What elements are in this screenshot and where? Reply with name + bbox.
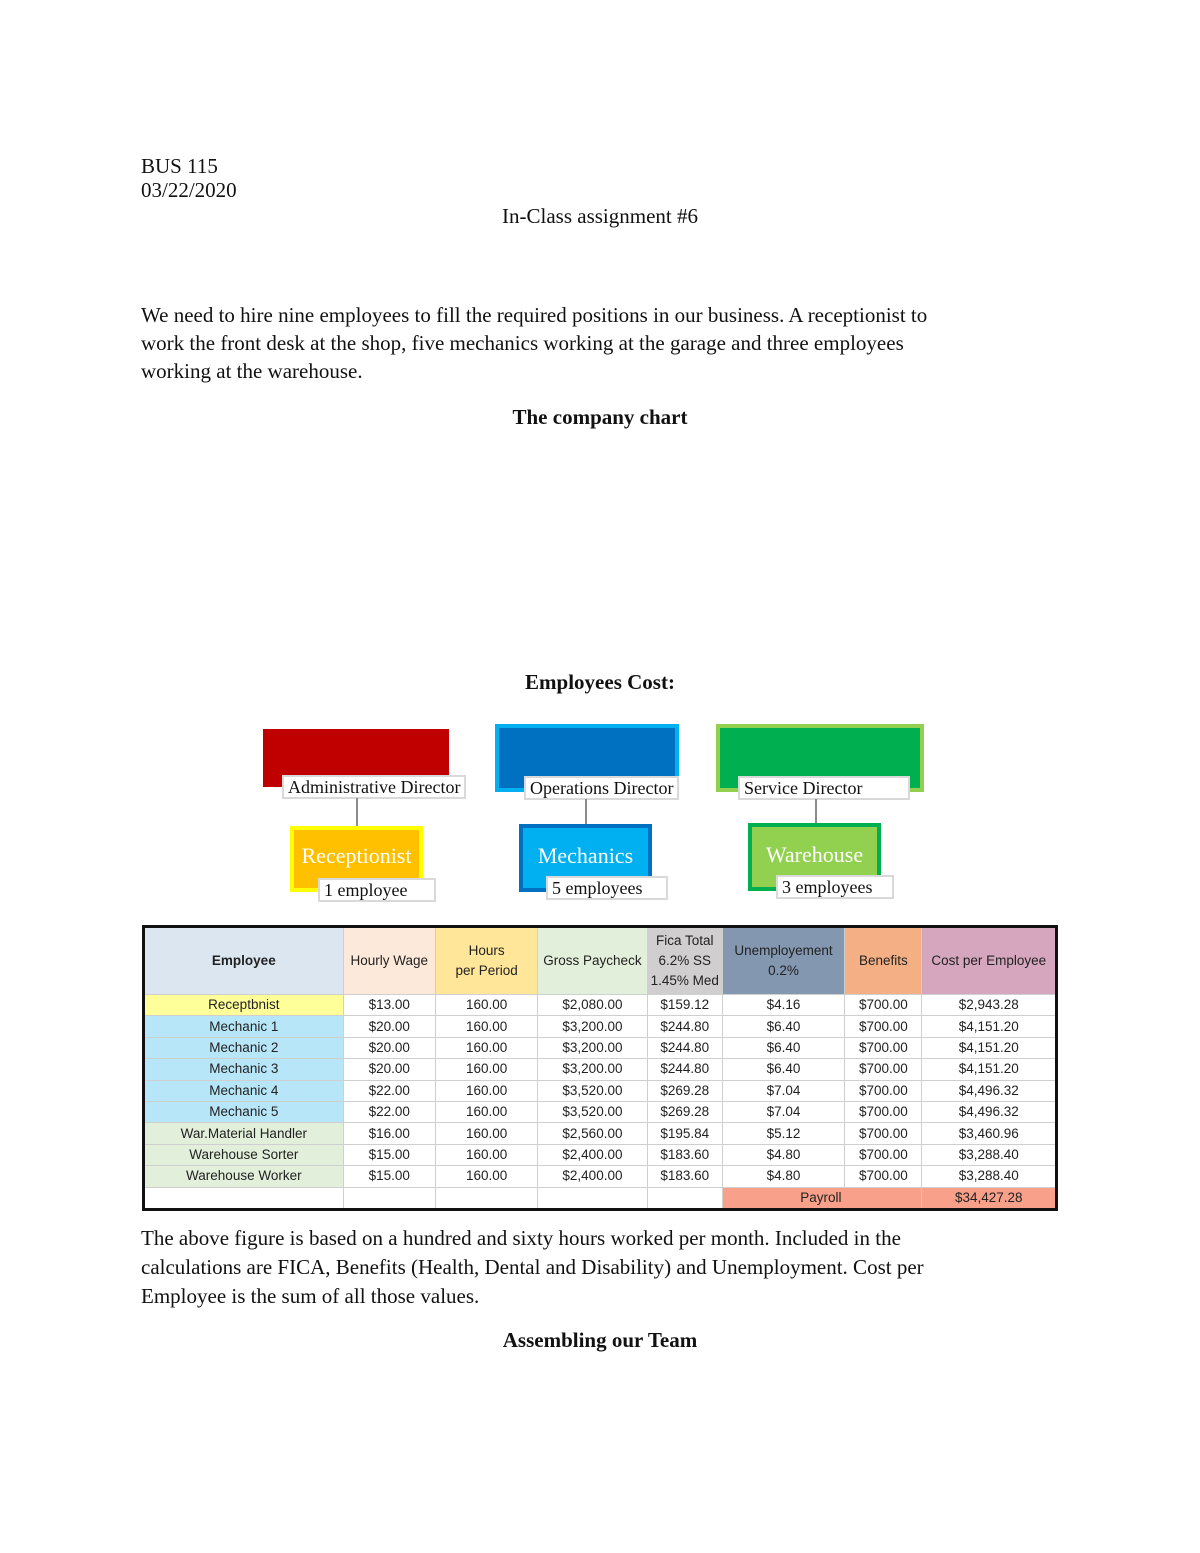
table-cell: $3,200.00 [538, 1059, 647, 1080]
column-header [435, 927, 537, 995]
table-cell: $700.00 [845, 1059, 922, 1080]
column-header-text: Cost per Employee [931, 953, 1047, 968]
table-cell: 160.00 [435, 1037, 537, 1058]
table-cell: $183.60 [647, 1166, 722, 1187]
table-cell: $195.84 [647, 1123, 722, 1144]
table-cell: 160.00 [435, 1080, 537, 1101]
table-cell: Mechanic 5 [144, 1101, 344, 1122]
column-header [922, 927, 1057, 995]
page-title: In-Class assignment #6 [502, 204, 698, 228]
connector-line [356, 798, 358, 826]
empty-cell [343, 1187, 435, 1209]
company-chart-heading: The company chart [512, 405, 688, 429]
team-name-receptionist: Receptionist [301, 843, 412, 868]
table-cell: $700.00 [845, 995, 922, 1016]
table-cell: Receptbnist [144, 995, 344, 1016]
table-cell: $3,200.00 [538, 1016, 647, 1037]
table-cell: $244.80 [647, 1037, 722, 1058]
table-row [144, 1016, 1057, 1037]
table-cell: $20.00 [343, 1059, 435, 1080]
table-cell: $22.00 [343, 1101, 435, 1122]
summary-line: The above figure is based on a hundred and sixty hours worked per month. Included in the [141, 1226, 901, 1250]
table-cell: $4,496.32 [922, 1101, 1057, 1122]
table-cell: $4.80 [722, 1166, 844, 1187]
table-cell: $700.00 [845, 1037, 922, 1058]
table-row [144, 1037, 1057, 1058]
table-cell: $15.00 [343, 1166, 435, 1187]
table-cell: Mechanic 3 [144, 1059, 344, 1080]
summary-line: Employee is the sum of all those values. [141, 1284, 480, 1308]
table-header-row [144, 927, 1057, 995]
table-row [144, 1144, 1057, 1165]
column-header [647, 927, 722, 995]
table-cell: $3,520.00 [538, 1101, 647, 1122]
column-header-text: Hours [468, 943, 505, 958]
team-name-warehouse: Warehouse [765, 842, 864, 867]
table-cell: $700.00 [845, 1166, 922, 1187]
table-cell: Warehouse Sorter [144, 1144, 344, 1165]
table-cell: $6.40 [722, 1059, 844, 1080]
table-cell: 160.00 [435, 1123, 537, 1144]
table-cell: $244.80 [647, 1016, 722, 1037]
table-cell: $269.28 [647, 1101, 722, 1122]
table-cell: $2,400.00 [538, 1166, 647, 1187]
table-cell: $700.00 [845, 1016, 922, 1037]
table-cell: $15.00 [343, 1144, 435, 1165]
table-cell: $20.00 [343, 1016, 435, 1037]
table-cell: $700.00 [845, 1101, 922, 1122]
payroll-row [144, 1187, 1057, 1209]
column-header-text: 6.2% SS [658, 953, 711, 968]
table-cell: $2,400.00 [538, 1144, 647, 1165]
table-cell: $3,288.40 [922, 1166, 1057, 1187]
table-cell: $183.60 [647, 1144, 722, 1165]
employee-cost-table [142, 925, 1058, 1211]
table-cell: $3,288.40 [922, 1144, 1057, 1165]
table-cell: 160.00 [435, 1166, 537, 1187]
table-cell: $4.80 [722, 1144, 844, 1165]
connector-line [585, 799, 587, 824]
table-row [144, 995, 1057, 1016]
table-cell: $7.04 [722, 1080, 844, 1101]
table-cell: 160.00 [435, 1144, 537, 1165]
table-cell: $4,151.20 [922, 1037, 1057, 1058]
table-cell: $269.28 [647, 1080, 722, 1101]
column-header [343, 927, 435, 995]
empty-cell [435, 1187, 537, 1209]
table-cell: $20.00 [343, 1037, 435, 1058]
director-label-service: Service Director [738, 776, 910, 800]
column-header [722, 927, 844, 995]
column-header-text: Unemployement [734, 943, 833, 958]
column-header-text: 0.2% [768, 963, 799, 978]
table-cell: $4,496.32 [922, 1080, 1057, 1101]
column-header-text: per Period [455, 963, 518, 978]
table-cell: $2,943.28 [922, 995, 1057, 1016]
table-cell: 160.00 [435, 1101, 537, 1122]
table-cell: Warehouse Worker [144, 1166, 344, 1187]
table-cell: 160.00 [435, 1016, 537, 1037]
table-cell: $6.40 [722, 1016, 844, 1037]
payroll-label: Payroll [722, 1187, 922, 1209]
table-cell: War.Material Handler [144, 1123, 344, 1144]
table-row [144, 1101, 1057, 1122]
table-cell: $4,151.20 [922, 1016, 1057, 1037]
column-header [144, 927, 344, 995]
empty-cell [647, 1187, 722, 1209]
table-cell: $4.16 [722, 995, 844, 1016]
column-header [845, 927, 922, 995]
table-cell: $700.00 [845, 1144, 922, 1165]
table-cell: $16.00 [343, 1123, 435, 1144]
column-header-text: Gross Paycheck [543, 953, 642, 968]
team-name-mechanics: Mechanics [537, 843, 634, 868]
employees-cost-heading: Employees Cost: [525, 670, 675, 694]
table-row [144, 1059, 1057, 1080]
course-code: BUS 115 [141, 154, 218, 178]
column-header-text: Fica Total [655, 933, 714, 948]
table-cell: $13.00 [343, 995, 435, 1016]
table-row [144, 1166, 1057, 1187]
table-cell: $4,151.20 [922, 1059, 1057, 1080]
table-cell: $244.80 [647, 1059, 722, 1080]
payroll-total: $34,427.28 [922, 1187, 1057, 1209]
table-cell: Mechanic 1 [144, 1016, 344, 1037]
date: 03/22/2020 [141, 178, 237, 202]
column-header-text: Hourly Wage [350, 953, 429, 968]
table-cell: $7.04 [722, 1101, 844, 1122]
director-label-operations: Operations Director [524, 776, 679, 800]
column-header-text: 1.45% Med [650, 973, 719, 988]
column-header [538, 927, 647, 995]
team-count-warehouse: 3 employees [776, 875, 894, 899]
table-cell: $22.00 [343, 1080, 435, 1101]
table-cell: $2,560.00 [538, 1123, 647, 1144]
table-cell: $6.40 [722, 1037, 844, 1058]
assembling-heading: Assembling our Team [502, 1328, 698, 1352]
column-header-text: Benefits [858, 953, 908, 968]
table-cell: Mechanic 4 [144, 1080, 344, 1101]
table-cell: 160.00 [435, 995, 537, 1016]
table-cell: $5.12 [722, 1123, 844, 1144]
intro-line: working at the warehouse. [141, 359, 363, 383]
table-row [144, 1123, 1057, 1144]
team-count-mechanics: 5 employees [546, 876, 668, 900]
intro-line: work the front desk at the shop, five mechanics working at the garage and three employees [141, 331, 904, 355]
connector-line [815, 799, 817, 823]
table-row [144, 1080, 1057, 1101]
director-label-administrative: Administrative Director [282, 775, 466, 799]
table-cell: $3,200.00 [538, 1037, 647, 1058]
table-cell: $3,460.96 [922, 1123, 1057, 1144]
table-cell: 160.00 [435, 1059, 537, 1080]
intro-line: We need to hire nine employees to fill the required positions in our business. A receptionist to [141, 303, 928, 327]
table-cell: $700.00 [845, 1080, 922, 1101]
summary-line: calculations are FICA, Benefits (Health, Dental and Disability) and Unemployment. Cost per [141, 1255, 924, 1279]
column-header-text: Employee [211, 953, 276, 968]
table-cell: Mechanic 2 [144, 1037, 344, 1058]
empty-cell [144, 1187, 344, 1209]
table-cell: $2,080.00 [538, 995, 647, 1016]
table-cell: $3,520.00 [538, 1080, 647, 1101]
table-cell: $700.00 [845, 1123, 922, 1144]
empty-cell [538, 1187, 647, 1209]
table-cell: $159.12 [647, 995, 722, 1016]
team-count-receptionist: 1 employee [318, 878, 436, 902]
